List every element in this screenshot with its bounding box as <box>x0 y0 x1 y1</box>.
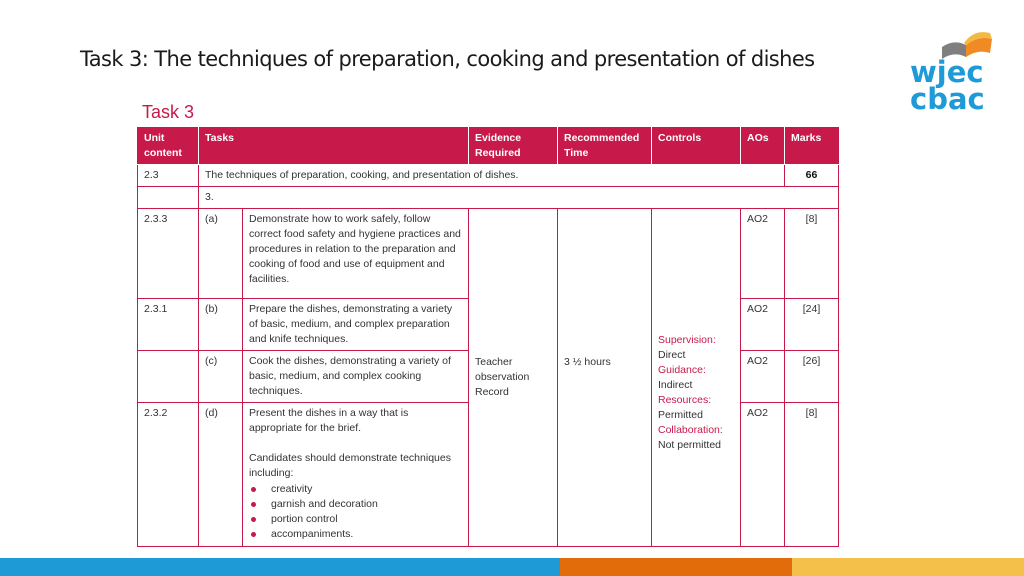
list-item: accompaniments. <box>249 527 462 542</box>
footer-orange-segment <box>560 558 792 576</box>
techniques-list <box>249 482 462 542</box>
collaboration-label: Collaboration: <box>658 423 723 436</box>
row-task-text: Cook the dishes, demonstrating a variety of basic, medium, and complex cooking techniques. <box>243 351 469 403</box>
header-tasks: Tasks <box>199 128 469 165</box>
header-recommended-time: Recommended Time <box>558 128 652 165</box>
wjec-cbac-logo <box>906 25 996 115</box>
row-ao: AO2 <box>741 209 785 299</box>
controls-cell <box>652 209 741 547</box>
footer-yellow-segment <box>792 558 1024 576</box>
header-aos: AOs <box>741 128 785 165</box>
row-ao: AO2 <box>741 403 785 547</box>
header-evidence: Evidence Required <box>469 128 558 165</box>
summary-text: The techniques of preparation, cooking, and presentation of dishes. <box>199 165 785 187</box>
evidence-cell: Teacher observation Record <box>469 209 558 547</box>
row-letter: (a) <box>199 209 243 299</box>
row-unit: 2.3.1 <box>138 299 199 351</box>
task-heading: Task 3 <box>142 102 195 122</box>
row-unit: 2.3.2 <box>138 403 199 547</box>
list-item: garnish and decoration <box>249 497 462 512</box>
row-task-text: Prepare the dishes, demonstrating a variety of basic, medium, and complex preparation and knife techniques. <box>243 299 469 351</box>
header-marks: Marks <box>785 128 839 165</box>
table-row <box>138 209 839 299</box>
guidance-value: Indirect <box>658 378 693 391</box>
footer-blue-segment <box>0 558 560 576</box>
supervision-value: Direct <box>658 348 686 361</box>
row-ao: AO2 <box>741 299 785 351</box>
resources-value: Permitted <box>658 408 703 421</box>
row-unit <box>138 351 199 403</box>
row-marks: [24] <box>785 299 839 351</box>
section-row <box>138 187 839 209</box>
slide-title: Task 3: The techniques of preparation, cooking and presentation of dishes <box>80 47 815 71</box>
header-controls: Controls <box>652 128 741 165</box>
row-ao: AO2 <box>741 351 785 403</box>
row-task-text: Demonstrate how to work safely, follow correct food safety and hygiene practices and procedures in relation to the preparation and cooking of food and use of equipment and facilities. <box>243 209 469 299</box>
summary-marks: 66 <box>785 165 839 187</box>
summary-unit: 2.3 <box>138 165 199 187</box>
supervision-label: Supervision: <box>658 333 716 346</box>
row-task-text: Present the dishes in a way that is appropriate for the brief. Candidates should demonstrate techniques including: creativity garnish and decoration portion control accompaniments. <box>243 403 469 547</box>
guidance-label: Guidance: <box>658 363 706 376</box>
logo-text-cbac: cbac <box>910 82 985 115</box>
task-table <box>137 127 839 547</box>
header-unit-content: Unit content <box>138 128 199 165</box>
time-cell: 3 ½ hours <box>558 209 652 547</box>
row-letter: (b) <box>199 299 243 351</box>
row-marks: [26] <box>785 351 839 403</box>
candidates-intro: Candidates should demonstrate techniques including: <box>249 452 451 479</box>
row-unit: 2.3.3 <box>138 209 199 299</box>
section-number: 3. <box>199 187 839 209</box>
footer-color-bar <box>0 558 1024 576</box>
resources-label: Resources: <box>658 393 712 406</box>
row-marks: [8] <box>785 209 839 299</box>
collaboration-value: Not permitted <box>658 438 722 451</box>
list-item: portion control <box>249 512 462 527</box>
row-letter: (d) <box>199 403 243 547</box>
list-item: creativity <box>249 482 462 497</box>
row-marks: [8] <box>785 403 839 547</box>
table-header-row <box>138 128 839 165</box>
row-letter: (c) <box>199 351 243 403</box>
logo-text-wjec: wjec <box>910 55 984 89</box>
summary-row <box>138 165 839 187</box>
